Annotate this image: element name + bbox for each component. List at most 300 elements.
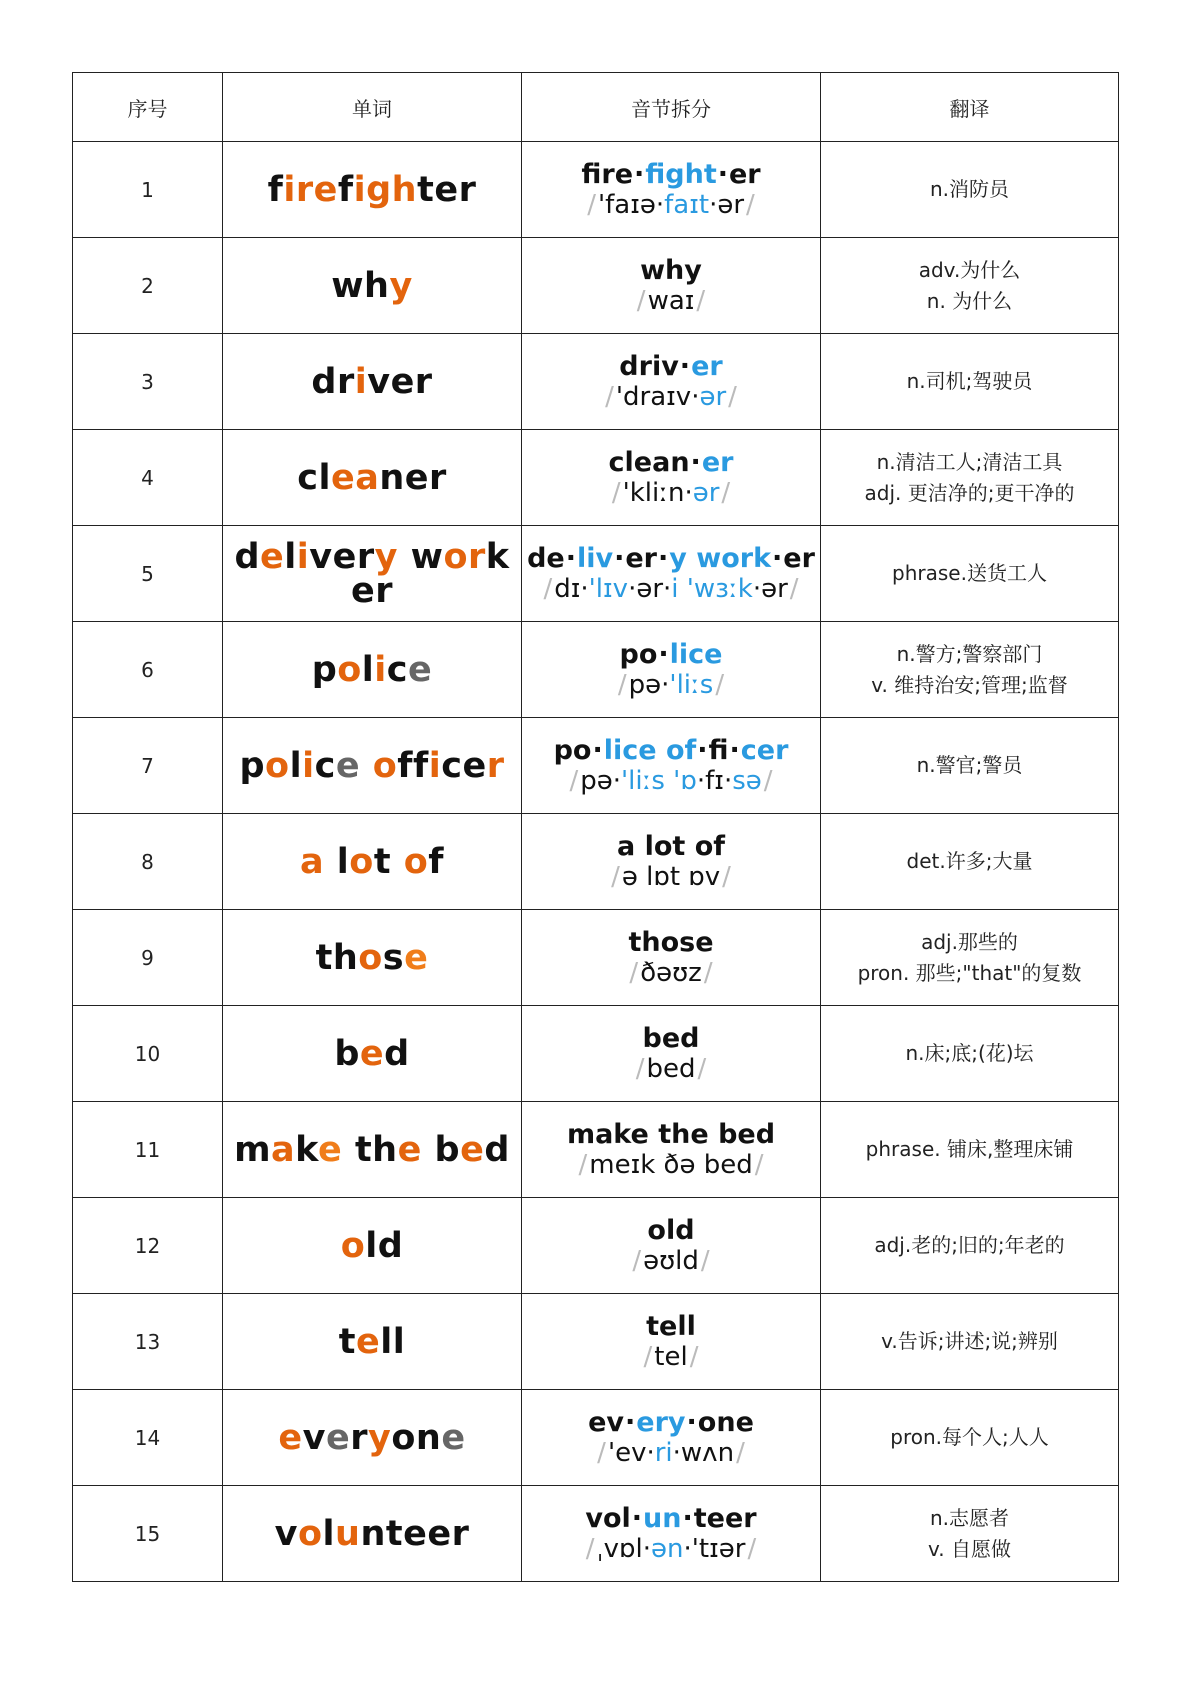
word-segment: f (428, 841, 445, 882)
translation-line: n.司机;驾驶员 (906, 369, 1033, 393)
word-segment: f (267, 169, 284, 210)
word-segment: er (351, 570, 393, 611)
word-text (227, 1321, 517, 1362)
translation-cell (821, 1006, 1119, 1102)
slash-mark: / (611, 477, 621, 508)
word-text (227, 536, 517, 611)
slash-mark: / (543, 573, 553, 604)
word-segment: c (386, 649, 409, 690)
ipa-segment: · (691, 381, 700, 412)
slash-mark: / (569, 765, 579, 796)
syllable-split (526, 256, 816, 286)
syllable-split (526, 1504, 816, 1534)
syllable-split (526, 736, 816, 766)
translation-line: n.消防员 (929, 177, 1010, 201)
translation-line: phrase. 铺床,整理床铺 (865, 1137, 1074, 1161)
word-segment: r (486, 745, 505, 786)
slash-mark: / (746, 189, 755, 220)
table-row (73, 526, 1119, 622)
row-index: 3 (73, 334, 223, 430)
syllable-segment: po (553, 734, 592, 766)
phonetic-transcription (526, 286, 816, 316)
word-segment: cl (297, 457, 331, 498)
phonetic-transcription (526, 1534, 816, 1564)
syllable-segment: er (691, 350, 723, 382)
ipa-segment: 'ev (607, 1437, 647, 1468)
ipa-segment: ər (692, 477, 720, 508)
word-segment: b (334, 1033, 360, 1074)
slash-mark: / (689, 1341, 699, 1372)
word-segment: f (337, 169, 354, 210)
word-segment: i (296, 536, 310, 577)
syllable-cell (522, 334, 821, 430)
translation-cell (821, 430, 1119, 526)
slash-mark: / (763, 765, 773, 796)
syllable-segment: a lot of (616, 830, 726, 862)
slash-mark: / (617, 669, 627, 700)
syllable-cell (522, 718, 821, 814)
row-index: 1 (73, 142, 223, 238)
table-row (73, 142, 1119, 238)
word-segment: l (284, 536, 297, 577)
ipa-segment: meɪk ðə bed (589, 1149, 753, 1180)
slash-mark: / (696, 285, 706, 316)
word-segment: d (234, 536, 261, 577)
ipa-segment: · (646, 1437, 655, 1468)
syllable-segment: er (625, 542, 657, 574)
ipa-segment: · (683, 1533, 692, 1564)
ipa-segment: 'lɪv (588, 573, 629, 604)
syllable-segment: · (625, 1406, 636, 1438)
word-cell (223, 910, 522, 1006)
translation-line: adj. 更洁净的;更干净的 (864, 480, 1075, 505)
syllable-cell (522, 1006, 821, 1102)
word-segment: r (350, 1417, 369, 1458)
syllable-segment: old (647, 1214, 695, 1246)
ipa-segment: ə lɒt ɒv (621, 861, 721, 892)
translation-line: adj.那些的 (921, 929, 1018, 954)
translation-line: v.告诉;讲述;说;辨别 (881, 1329, 1058, 1353)
word-segment: l (361, 649, 375, 690)
row-index: 15 (73, 1486, 223, 1582)
translation-cell (821, 718, 1119, 814)
syllable-segment: · (690, 446, 701, 478)
syllable-segment: · (634, 158, 645, 190)
word-segment: e (260, 536, 285, 577)
syllable-segment: er (729, 158, 761, 190)
syllable-segment: un (643, 1502, 682, 1534)
ipa-segment: · (628, 573, 637, 604)
row-index: 6 (73, 622, 223, 718)
word-segment: o (340, 1225, 366, 1266)
slash-mark: / (789, 573, 799, 604)
syllable-segment: make the bed (566, 1118, 776, 1150)
syllable-segment: tell (646, 1310, 696, 1342)
ipa-segment: 'kliːn (622, 477, 685, 508)
word-segment: ce (441, 745, 487, 786)
ipa-segment: ər (699, 381, 727, 412)
header-index: 序号 (73, 73, 223, 142)
translation-cell (821, 238, 1119, 334)
ipa-segment: · (612, 765, 622, 796)
word-segment: e (441, 1417, 466, 1458)
phonetic-transcription (526, 1150, 816, 1180)
translation-line: n.志愿者 (929, 1505, 1010, 1530)
syllable-segment: · (682, 1502, 693, 1534)
table-row (73, 814, 1119, 910)
ipa-segment: ər (717, 189, 745, 220)
ipa-segment: · (661, 669, 670, 700)
table-row (73, 910, 1119, 1006)
slash-mark: / (635, 1053, 645, 1084)
syllable-split (526, 1408, 816, 1438)
word-segment: dr (311, 361, 355, 402)
phonetic-transcription (526, 190, 816, 220)
word-segment: v (274, 1513, 298, 1554)
slash-mark: / (597, 1437, 606, 1468)
translation-line: v. 自愿做 (928, 1536, 1011, 1561)
translation-line: pron. 那些;"that"的复数 (857, 960, 1082, 985)
syllable-segment: fight (645, 158, 717, 190)
syllable-cell (522, 1294, 821, 1390)
translation-cell (821, 1198, 1119, 1294)
ipa-segment: bed (646, 1053, 696, 1084)
word-segment: k (485, 536, 510, 577)
syllable-segment: · (631, 1502, 643, 1534)
ipa-segment: pə (580, 765, 613, 796)
word-segment: w (397, 536, 444, 577)
word-segment: o (349, 841, 374, 882)
word-segment: ff (397, 745, 429, 786)
slash-mark: / (700, 1245, 710, 1276)
ipa-segment: · (663, 573, 672, 604)
ipa-segment: · (672, 1437, 681, 1468)
syllable-split (526, 832, 816, 862)
translation-cell (821, 334, 1119, 430)
ipa-segment: 'tɪər (691, 1533, 746, 1564)
word-segment: o (403, 841, 429, 882)
word-cell (223, 1390, 522, 1486)
slash-mark: / (585, 1533, 595, 1564)
phonetic-transcription (526, 574, 816, 604)
word-segment: o (265, 745, 290, 786)
phonetic-transcription (526, 1054, 816, 1084)
table-body (73, 142, 1119, 1582)
syllable-segment: · (729, 734, 740, 766)
slash-mark: / (643, 1341, 653, 1372)
word-cell (223, 1198, 522, 1294)
syllable-segment: · (697, 734, 708, 766)
ipa-segment: ðəʊz (640, 957, 702, 988)
table-row (73, 1102, 1119, 1198)
table-row (73, 1006, 1119, 1102)
phonetic-transcription (526, 1342, 816, 1372)
row-index: 4 (73, 430, 223, 526)
word-segment: e (359, 1033, 385, 1074)
translation-cell (821, 1390, 1119, 1486)
header-row (73, 73, 1119, 142)
phonetic-transcription (526, 958, 816, 988)
ipa-segment: · (752, 573, 762, 604)
syllable-split (526, 1312, 816, 1342)
translation-line: adv.为什么 (918, 257, 1021, 282)
word-segment: th (342, 1129, 398, 1170)
syllable-segment: · (772, 542, 783, 574)
ipa-segment: · (642, 1533, 652, 1564)
ipa-segment: ˌvɒl (596, 1533, 643, 1564)
word-text (227, 841, 517, 882)
table-row (73, 238, 1119, 334)
syllable-segment: ev (588, 1406, 625, 1438)
header-syllables: 音节拆分 (522, 73, 821, 142)
vocabulary-table (72, 72, 1119, 1582)
word-text (227, 1225, 517, 1266)
word-segment: th (315, 937, 359, 978)
syllable-segment: fire (581, 158, 633, 190)
word-text (227, 361, 517, 402)
syllable-segment: fi (708, 734, 729, 766)
table-row (73, 1294, 1119, 1390)
syllable-split (526, 1216, 816, 1246)
word-cell (223, 1486, 522, 1582)
ipa-segment: · (655, 189, 665, 220)
word-segment: a (299, 841, 325, 882)
table-row (73, 1486, 1119, 1582)
word-segment: i (354, 361, 368, 402)
slash-mark: / (736, 1437, 745, 1468)
syllable-split (526, 1120, 816, 1150)
row-index: 9 (73, 910, 223, 1006)
ipa-segment: waɪ (647, 285, 695, 316)
word-text (227, 169, 517, 210)
ipa-segment: sə (732, 765, 762, 796)
ipa-segment: faɪt (664, 189, 710, 220)
table-row (73, 622, 1119, 718)
slash-mark: / (754, 1149, 764, 1180)
word-segment: y (368, 1417, 392, 1458)
word-text (227, 1513, 517, 1554)
syllable-segment: clean (608, 446, 690, 478)
row-index: 10 (73, 1006, 223, 1102)
phonetic-transcription (526, 670, 816, 700)
ipa-segment: 'draɪv (615, 381, 692, 412)
word-cell (223, 814, 522, 910)
syllable-split (526, 544, 816, 574)
word-segment: o (337, 649, 362, 690)
phonetic-transcription (526, 862, 816, 892)
translation-line: n.警方;警察部门 (896, 641, 1043, 666)
row-index: 12 (73, 1198, 223, 1294)
row-index: 13 (73, 1294, 223, 1390)
word-segment: c (314, 745, 336, 786)
syllable-cell (522, 910, 821, 1006)
ipa-segment: fɪ (705, 765, 724, 796)
phonetic-transcription (526, 766, 816, 796)
word-segment: b (421, 1129, 461, 1170)
slash-mark: / (578, 1149, 588, 1180)
word-cell (223, 1294, 522, 1390)
table-row (73, 334, 1119, 430)
word-segment: v (302, 1417, 326, 1458)
word-segment: o (297, 1513, 323, 1554)
slash-mark: / (728, 381, 737, 412)
translation-cell (821, 526, 1119, 622)
syllable-segment: po (619, 638, 658, 670)
syllable-cell (522, 238, 821, 334)
row-index: 5 (73, 526, 223, 622)
word-segment: l (324, 841, 350, 882)
syllable-segment: er (701, 446, 734, 478)
translation-cell (821, 814, 1119, 910)
syllable-segment: er (783, 542, 815, 574)
ipa-segment: · (696, 765, 706, 796)
syllable-segment: bed (642, 1022, 700, 1054)
word-text (227, 457, 517, 498)
word-cell (223, 430, 522, 526)
syllable-cell (522, 622, 821, 718)
slash-mark: / (611, 861, 620, 892)
slash-mark: / (605, 381, 614, 412)
word-segment: ter (417, 169, 477, 210)
word-segment: i (302, 745, 315, 786)
syllable-segment: lice (669, 638, 723, 670)
word-segment: u (335, 1513, 361, 1554)
word-segment: l (322, 1513, 336, 1554)
word-segment: ire (283, 169, 338, 210)
translation-cell (821, 1102, 1119, 1198)
word-segment: e (408, 649, 433, 690)
syllable-segment: teer (693, 1502, 757, 1534)
translation-line: adj.老的;旧的;年老的 (874, 1233, 1065, 1257)
word-cell (223, 622, 522, 718)
word-segment: i (374, 649, 387, 690)
syllable-split (526, 352, 816, 382)
word-segment: d (384, 1033, 410, 1074)
word-text (227, 1033, 517, 1074)
ipa-segment: ər (636, 573, 664, 604)
translation-line: det.许多;大量 (906, 849, 1033, 873)
word-segment: y (374, 536, 398, 577)
slash-mark: / (587, 189, 596, 220)
word-text (227, 649, 517, 690)
word-segment: o (358, 937, 383, 978)
table-row (73, 718, 1119, 814)
syllable-segment: · (565, 542, 576, 574)
word-segment: t (338, 1321, 356, 1362)
row-index: 2 (73, 238, 223, 334)
slash-mark: / (697, 1053, 707, 1084)
syllable-split (526, 1024, 816, 1054)
ipa-segment: pə (628, 669, 662, 700)
word-segment: a (271, 1129, 296, 1170)
syllable-cell (522, 142, 821, 238)
translation-cell (821, 1294, 1119, 1390)
word-segment: e (397, 1129, 422, 1170)
slash-mark: / (636, 285, 646, 316)
word-segment: e (318, 1129, 343, 1170)
ipa-segment: 'liːs (669, 669, 714, 700)
syllable-segment: ery (636, 1406, 686, 1438)
word-segment: or (443, 536, 486, 577)
syllable-segment: lice of (603, 734, 697, 766)
word-cell (223, 1006, 522, 1102)
syllable-cell (522, 526, 821, 622)
word-cell (223, 334, 522, 430)
slash-mark: / (629, 957, 639, 988)
slash-mark: / (703, 957, 713, 988)
syllable-segment: liv (576, 542, 614, 574)
syllable-cell (522, 1102, 821, 1198)
ipa-segment: · (709, 189, 718, 220)
header-translation: 翻译 (821, 73, 1119, 142)
row-index: 8 (73, 814, 223, 910)
word-segment: y (389, 265, 413, 306)
ipa-segment: i 'wɜːk (671, 573, 753, 604)
word-text (227, 937, 517, 978)
syllable-split (526, 448, 816, 478)
syllable-split (526, 640, 816, 670)
syllable-segment: · (658, 542, 669, 574)
syllable-cell (522, 430, 821, 526)
syllable-segment: why (640, 254, 702, 286)
word-segment: e (460, 1129, 485, 1170)
phonetic-transcription (526, 382, 816, 412)
table-row (73, 1198, 1119, 1294)
ipa-segment: · (684, 477, 693, 508)
header-word: 单词 (223, 73, 522, 142)
syllable-segment: driv (619, 350, 679, 382)
syllable-segment: de (527, 542, 565, 574)
syllable-segment: · (686, 1406, 697, 1438)
translation-line: phrase.送货工人 (892, 561, 1047, 585)
syllable-split (526, 928, 816, 958)
syllable-cell (522, 1486, 821, 1582)
word-segment: e (278, 1417, 303, 1458)
syllable-segment: · (614, 542, 625, 574)
word-segment: ll (380, 1321, 406, 1362)
word-text (227, 745, 517, 786)
word-segment: p (239, 745, 266, 786)
syllable-segment: cer (740, 734, 789, 766)
translation-line: n.床;底;(花)坛 (905, 1041, 1034, 1065)
translation-line: v. 维持治安;管理;监督 (871, 672, 1068, 697)
word-segment: wh (331, 265, 390, 306)
slash-mark: / (632, 1245, 642, 1276)
ipa-segment: əʊld (643, 1245, 699, 1276)
word-segment: k (295, 1129, 319, 1170)
word-segment: l (289, 745, 303, 786)
word-segment: m (234, 1129, 272, 1170)
phonetic-transcription (526, 1246, 816, 1276)
syllable-segment: those (628, 926, 714, 958)
syllable-segment: · (592, 734, 603, 766)
ipa-segment: ri (654, 1437, 673, 1468)
word-text (227, 265, 517, 306)
slash-mark: / (721, 477, 731, 508)
word-segment: e (355, 1321, 381, 1362)
word-segment: e (335, 745, 361, 786)
word-segment: nteer (360, 1513, 470, 1554)
translation-line: n.警官;警员 (916, 753, 1023, 777)
syllable-segment: vol (585, 1502, 631, 1534)
word-segment: e (404, 937, 429, 978)
translation-cell (821, 142, 1119, 238)
word-segment: e (326, 1417, 351, 1458)
syllable-cell (522, 1198, 821, 1294)
ipa-segment: · (580, 573, 589, 604)
word-segment: s (382, 937, 405, 978)
slash-mark: / (722, 861, 731, 892)
